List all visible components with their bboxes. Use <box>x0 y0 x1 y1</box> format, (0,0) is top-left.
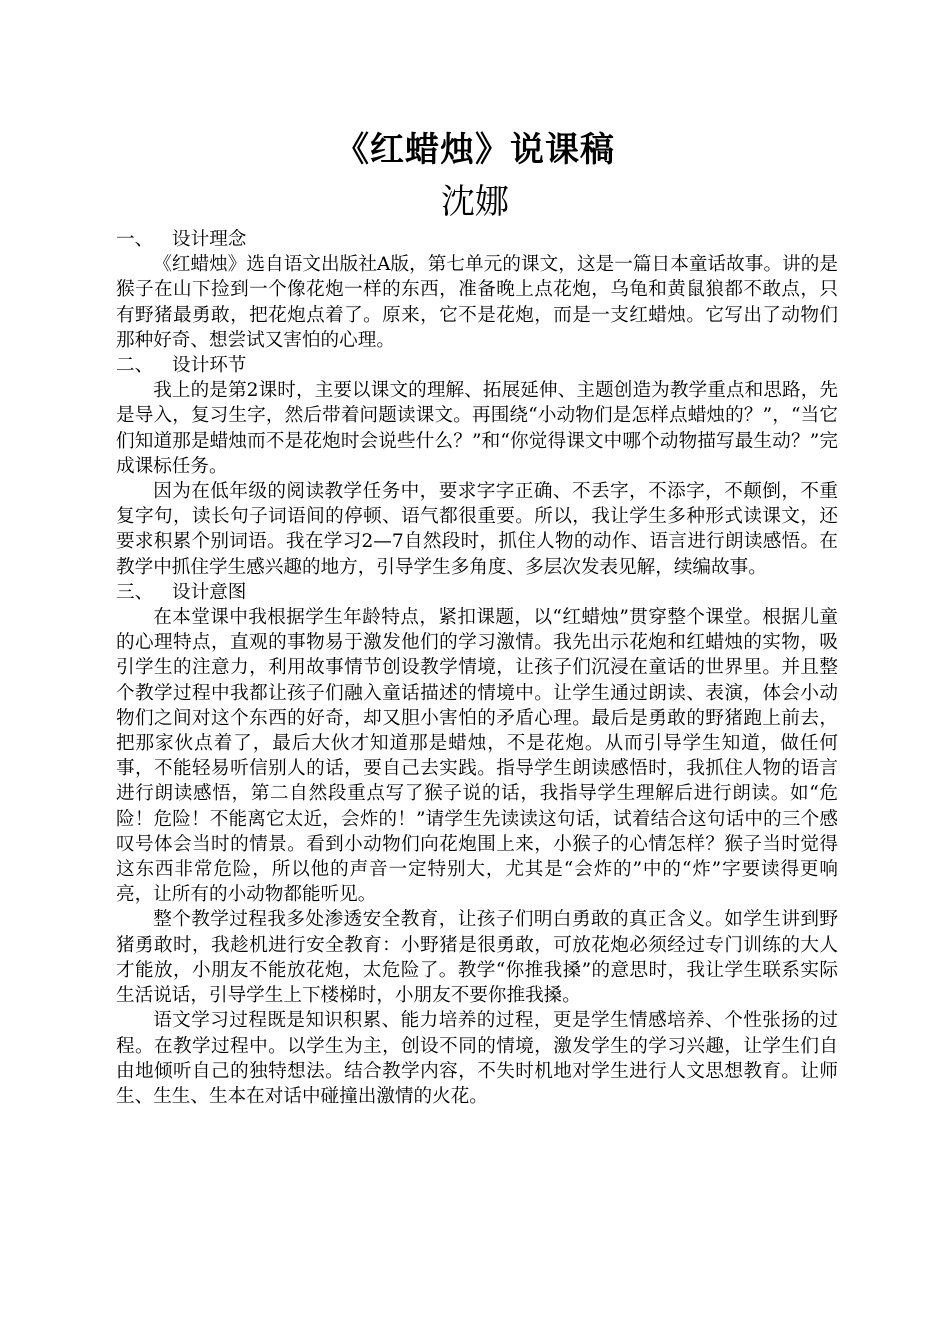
section-heading-text: 设计理念 <box>172 229 247 250</box>
document-title: 《红蜡烛》说课稿 <box>335 130 615 170</box>
section-number: 一、 <box>116 229 154 250</box>
paragraph: 我上的是第2课时，主要以课文的理解、拓展延伸、主题创造为教学重点和思路，先是导入，复习生字，然后带着问题读课文。再围绕“小动物们是怎样点蜡烛的？”，“当它们知道那是蜡烛而不是花炮时会说些什么？”和“你觉得课文中哪个动物描写最生动？”完成课标任务。 <box>116 380 838 477</box>
section-heading-2 <box>116 353 838 378</box>
section-number: 三、 <box>116 581 154 603</box>
section-heading-text: 设计意图 <box>172 581 247 603</box>
section-heading-1 <box>116 227 838 252</box>
document-author: 沈娜 <box>441 182 509 222</box>
paragraph: 在本堂课中我根据学生年龄特点，紧扣课题，以“红蜡烛”贯穿整个课堂。根据儿童的心理特点，直观的事物易于激发他们的学习激情。我先出示花炮和红蜡烛的实物，吸引学生的注意力，利用故事情节创设教学情境，让孩子们沉浸在童话的世界里。并且整个教学过程中我都让孩子们融入童话描述的情境中。让学生通过朗读、表演，体会小动物们之间对这个东西的好奇，却又胆小害怕的矛盾心理。最后是勇敢的野猪跑上前去，把那家伙点着了，最后大伙才知道那是蜡烛，不是花炮。从而引导学生知道，做任何事，不能轻易听信别人的话，要自己去实践。指导学生朗读感悟时，我抓住人物的语言进行朗读感悟，第二自然段重点写了猴子说的话，我指导学生理解后进行朗读。如“危险！危险！不能离它太近，会炸的！”请学生先读读这句话，试着结合这句话中的三个感叹号体会当时的情景。看到小动物们向花炮围上来，小猴子的心情怎样？猴子当时觉得这东西非常危险，所以他的声音一定特别大，尤其是“会炸的”中的“炸”字要读得更响亮，让所有的小动物都能听见。 <box>116 607 838 906</box>
paragraph: 因为在低年级的阅读教学任务中，要求字字正确、不丢字，不添字，不颠倒，不重复字句，读长句子词语间的停顿、语气都很重要。所以，我让学生多种形式读课文，还要求积累个别词语。我在学习2—7自然段时，抓住人物的动作、语言进行朗读感悟。在教学中抓住学生感兴趣的地方，引导学生多角度、多层次发表见解，续编故事。 <box>116 481 838 578</box>
section-heading-3 <box>116 580 838 605</box>
section-number: 二、 <box>116 355 154 377</box>
paragraph: 整个教学过程我多处渗透安全教育，让孩子们明白勇敢的真正含义。如学生讲到野猪勇敢时，我趁机进行安全教育：小野猪是很勇敢，可放花炮必须经过专门训练的大人才能放，小朋友不能放花炮，太危险了。教学“你推我搡”的意思时，我让学生联系实际生活说话，引导学生上下楼梯时，小朋友不要你推我搡。 <box>116 909 838 1007</box>
section-heading-text: 设计环节 <box>172 355 247 377</box>
paragraph: 《红蜡烛》选自语文出版社A版，第七单元的课文，这是一篇日本童话故事。讲的是猴子在山下捡到一个像花炮一样的东西，准备晚上点花炮，乌龟和黄鼠狼都不敢点，只有野猪最勇敢，把花炮点着了。原来，它不是花炮，而是一支红蜡烛。它写出了动物们那种好奇、想尝试又害怕的心理。 <box>116 254 838 351</box>
document-body <box>116 227 838 1109</box>
paragraph: 语文学习过程既是知识积累、能力培养的过程，更是学生情感培养、个性张扬的过程。在教学过程中。以学生为主，创设不同的情境，激发学生的学习兴趣，让学生们自由地倾听自己的独特想法。结合教学内容，不失时机地对学生进行人文思想教育。让师生、生生、生本在对话中碰撞出激情的火花。 <box>116 1010 838 1107</box>
